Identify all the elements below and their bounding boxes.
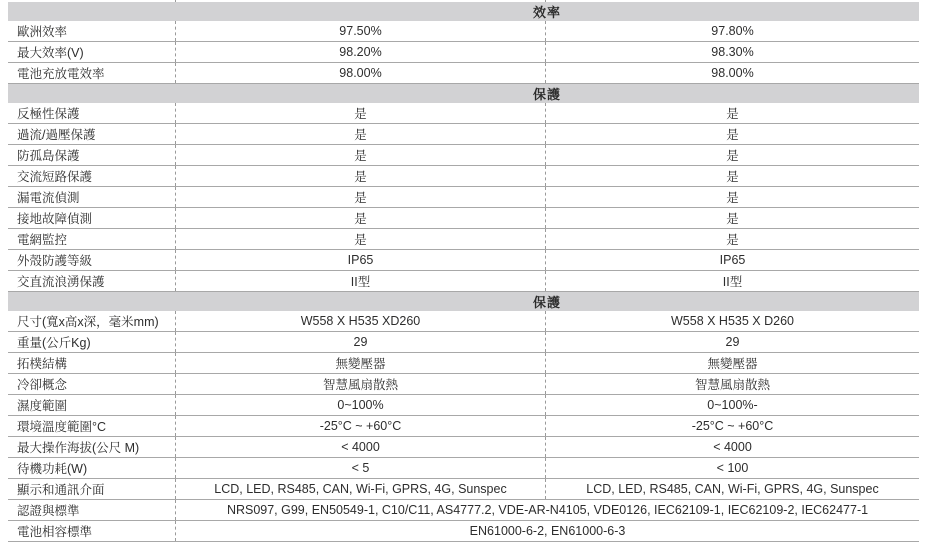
spec-value-col-2: 是 (545, 229, 919, 249)
table-row (8, 42, 919, 63)
spec-value-col-1: 是 (175, 145, 545, 165)
spec-value-col-2: 98.00% (545, 63, 919, 83)
spec-label: 電池相容標準 (17, 525, 93, 539)
spec-label: 濕度範圍 (17, 399, 68, 413)
spec-label: 防孤島保護 (17, 149, 80, 163)
section-header-band (8, 292, 919, 311)
spec-label: 冷卻概念 (17, 378, 68, 392)
spec-value-col-1: IP65 (175, 250, 545, 270)
spec-value-col-2: 是 (545, 187, 919, 207)
table-row (8, 458, 919, 479)
spec-label: 最大操作海拔(公尺 M) (17, 441, 140, 455)
spec-value-col-2: < 100 (545, 458, 919, 478)
spec-value-col-1: < 5 (175, 458, 545, 478)
spec-value-col-1: 97.50% (175, 21, 545, 41)
table-row (8, 145, 919, 166)
table-row (8, 500, 919, 521)
spec-value-col-2: -25°C ~ +60°C (545, 416, 919, 436)
spec-value-col-1: 是 (175, 229, 545, 249)
spec-value-col-1: 無變壓器 (175, 353, 545, 373)
spec-value-col-1: 98.20% (175, 42, 545, 62)
spec-label: 交直流浪湧保護 (17, 275, 105, 289)
spec-value-col-2: 智慧風扇散熱 (545, 374, 919, 394)
spec-label: 歐洲效率 (17, 25, 68, 39)
spec-value-col-2: 是 (545, 124, 919, 144)
spec-table (8, 0, 919, 542)
table-row (8, 166, 919, 187)
spec-label: 認證與標準 (17, 504, 80, 518)
spec-label: 顯示和通訊介面 (17, 483, 105, 497)
table-row (8, 332, 919, 353)
spec-value-col-2: < 4000 (545, 437, 919, 457)
spec-label: 最大效率(V) (17, 46, 84, 60)
spec-value-span: EN61000-6-2, EN61000-6-3 (175, 521, 919, 541)
spec-value-col-1: 是 (175, 187, 545, 207)
table-row (8, 416, 919, 437)
spec-value-col-1: W558 X H535 XD260 (175, 311, 545, 331)
spec-label: 電網監控 (17, 233, 68, 247)
table-row (8, 395, 919, 416)
spec-value-col-1: 智慧風扇散熱 (175, 374, 545, 394)
table-row (8, 271, 919, 292)
table-row (8, 311, 919, 332)
spec-label: 過流/過壓保護 (17, 128, 96, 142)
spec-label: 尺寸(寬x高x深，毫米mm) (17, 315, 159, 329)
spec-value-col-2: 是 (545, 103, 919, 123)
section-header-band (8, 2, 919, 21)
table-row (8, 124, 919, 145)
table-row (8, 479, 919, 500)
table-row (8, 103, 919, 124)
table-row (8, 250, 919, 271)
table-row (8, 21, 919, 42)
spec-label: 接地故障偵測 (17, 212, 93, 226)
spec-label: 重量(公斤Kg) (17, 336, 91, 350)
spec-value-col-2: 98.30% (545, 42, 919, 62)
table-row (8, 374, 919, 395)
spec-label: 待機功耗(W) (17, 462, 88, 476)
table-row (8, 437, 919, 458)
spec-value-col-2: II型 (545, 271, 919, 291)
spec-value-col-2: 是 (545, 166, 919, 186)
spec-value-col-1: 是 (175, 208, 545, 228)
spec-label: 環境溫度範圍°C (17, 420, 107, 434)
section-header-band (8, 84, 919, 103)
spec-value-col-1: -25°C ~ +60°C (175, 416, 545, 436)
table-row (8, 208, 919, 229)
spec-value-col-1: < 4000 (175, 437, 545, 457)
spec-value-col-2: LCD, LED, RS485, CAN, Wi-Fi, GPRS, 4G, Sunspec (545, 479, 919, 499)
spec-value-col-1: 98.00% (175, 63, 545, 83)
spec-value-span: NRS097, G99, EN50549-1, C10/C11, AS4777.2, VDE-AR-N4105, VDE0126, IEC62109-1, IEC62109-2, IEC62477-1 (175, 500, 919, 520)
spec-value-col-2: 是 (545, 145, 919, 165)
spec-label: 電池充放電效率 (17, 67, 105, 81)
spec-value-col-1: 0~100% (175, 395, 545, 415)
spec-label: 反極性保護 (17, 107, 80, 121)
spec-value-col-1: 是 (175, 103, 545, 123)
section-header-label: 保護 (532, 87, 561, 102)
table-row (8, 229, 919, 250)
spec-value-col-2: W558 X H535 X D260 (545, 311, 919, 331)
table-row (8, 63, 919, 84)
spec-value-col-2: 97.80% (545, 21, 919, 41)
section-header-label: 效率 (532, 5, 561, 20)
table-row (8, 353, 919, 374)
spec-value-col-1: LCD, LED, RS485, CAN, Wi-Fi, GPRS, 4G, Sunspec (175, 479, 545, 499)
spec-label: 拓樸結構 (17, 357, 68, 371)
section-header-label: 保護 (532, 295, 561, 310)
spec-value-col-2: 無變壓器 (545, 353, 919, 373)
spec-label: 外殼防護等級 (17, 254, 93, 268)
table-row (8, 521, 919, 542)
sliver-label-col (8, 0, 175, 2)
spec-value-col-2: 0~100%- (545, 395, 919, 415)
spec-value-col-2: 是 (545, 208, 919, 228)
spec-value-col-1: 是 (175, 166, 545, 186)
spec-value-col-1: II型 (175, 271, 545, 291)
spec-label: 交流短路保護 (17, 170, 93, 184)
spec-value-col-2: 29 (545, 332, 919, 352)
spec-value-col-2: IP65 (545, 250, 919, 270)
spec-label: 漏電流偵測 (17, 191, 80, 205)
table-row (8, 187, 919, 208)
spec-value-col-1: 29 (175, 332, 545, 352)
spec-value-col-1: 是 (175, 124, 545, 144)
